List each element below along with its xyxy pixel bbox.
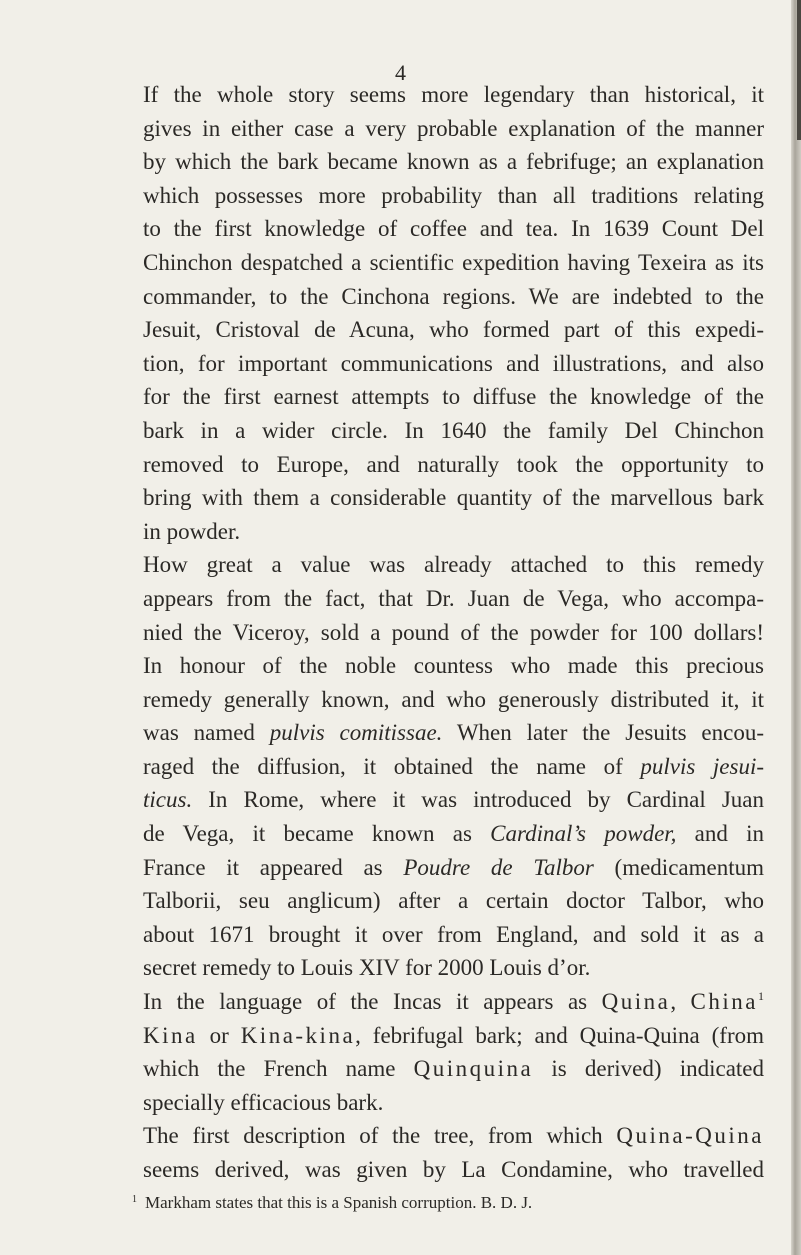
spaced-term: Quinquina xyxy=(413,1056,534,1082)
latin-term: pulvis comitissae. xyxy=(269,720,443,746)
text-line: about 1671 brought it over from England, and sold it as a xyxy=(143,921,764,947)
text-line xyxy=(112,817,764,851)
text-line: removed to Europe, and naturally took the opportunity to xyxy=(143,451,764,477)
footnote-marker: 1 xyxy=(758,989,764,1004)
text-run: , febrifugal bark; and Quina-Quina (from xyxy=(355,1022,764,1048)
latin-term: ticus. xyxy=(143,787,193,813)
spaced-term: China xyxy=(690,989,758,1015)
text-line: for the first earnest attempts to diffuse the knowledge of the xyxy=(143,384,764,410)
footnote-text: Markham states that this is a Spanish corruption. B. D. J. xyxy=(145,1193,533,1212)
italic-term: Cardinal’s powder, xyxy=(490,821,677,847)
text-line: seems derived, was given by La Condamine, who travelled xyxy=(143,1157,764,1182)
text-line: by which the bark became known as a febrifuge; an explanation xyxy=(143,149,764,175)
text-line: Jesuit, Cristoval de Acuna, who formed part of this expedi- xyxy=(143,317,764,343)
text-run: The first description of the tree, from which xyxy=(143,1123,617,1149)
text-line xyxy=(112,1052,764,1086)
text-run: is derived) indicated xyxy=(533,1056,765,1082)
page-number: 4 xyxy=(395,60,406,85)
text-line xyxy=(112,1019,764,1053)
paragraph-1 xyxy=(112,78,764,548)
text-run: In the language of the Incas it appears as xyxy=(143,989,602,1015)
text-run: or xyxy=(197,1022,241,1048)
spaced-term: Quina xyxy=(601,989,671,1015)
text-line: In honour of the noble countess who made this precious xyxy=(143,653,764,679)
latin-term: pulvis jesui- xyxy=(640,753,764,779)
text-line xyxy=(112,985,764,1019)
text-line: bring with them a considerable quantity of the marvellous bark xyxy=(143,485,764,511)
text-line: commander, to the Cinchona regions. We are indebted to the xyxy=(143,283,764,309)
text-line: nied the Viceroy, sold a pound of the powder for 100 dollars! xyxy=(143,619,764,645)
spaced-term: Kina xyxy=(143,1022,198,1048)
text-line xyxy=(112,851,764,885)
text-line: bark in a wider circle. In 1640 the family Del Chinchon xyxy=(143,417,764,443)
text-run: France it appeared as xyxy=(143,854,404,880)
text-line: in powder. xyxy=(143,518,241,544)
text-line: remedy generally known, and who generously distributed it, it xyxy=(143,686,764,712)
paragraph-2 xyxy=(112,548,764,985)
text-run: In Rome, where it was introduced by Cardinal Juan xyxy=(192,787,764,813)
text-line: Chinchon despatched a scientific expedition having Texeira as its xyxy=(143,249,764,275)
text-line xyxy=(112,750,764,784)
text-line: Talborii, seu anglicum) after a certain doctor Talbor, who xyxy=(143,888,764,914)
text-line: If the whole story seems more legendary than historical, it xyxy=(143,82,764,107)
text-run: , xyxy=(670,989,691,1015)
text-line: gives in either case a very probable explanation of the manner xyxy=(143,115,764,141)
text-line: specially efficacious bark. xyxy=(143,1089,384,1115)
paragraph-3 xyxy=(112,985,764,1119)
text-run: (medicamentum xyxy=(593,854,764,880)
text-line: which possesses more probability than all traditions relating xyxy=(143,182,764,208)
text-run: raged the diffusion, it obtained the name of xyxy=(143,753,641,779)
footnote xyxy=(132,1192,762,1214)
text-line: to the first knowledge of coffee and tea. In 1639 Count Del xyxy=(143,216,764,242)
text-run: de Vega, it became known as xyxy=(143,821,491,847)
text-run: When later the Jesuits encou- xyxy=(442,720,764,746)
footnote-number: 1 xyxy=(132,1194,137,1205)
text-run: and in xyxy=(676,821,764,847)
text-line: secret remedy to Louis XIV for 2000 Louis d’or. xyxy=(143,955,591,981)
text-line xyxy=(112,716,764,750)
text-line: appears from the fact, that Dr. Juan de Vega, who accompa- xyxy=(143,585,764,611)
text-run: was named xyxy=(143,720,270,746)
text-line xyxy=(112,1119,764,1153)
spaced-term: Quina-Quina xyxy=(616,1123,764,1149)
spaced-term: Kina-kina xyxy=(240,1022,356,1048)
text-line: tion, for important communications and illustrations, and also xyxy=(143,350,764,376)
italic-term: Poudre de Talbor xyxy=(403,854,594,880)
scan-edge xyxy=(791,0,801,1255)
text-run: which the French name xyxy=(143,1056,414,1082)
paragraph-4 xyxy=(112,1119,764,1186)
body-text xyxy=(112,78,764,1187)
text-line xyxy=(112,783,764,817)
text-line: How great a value was already attached to this remedy xyxy=(143,552,764,578)
